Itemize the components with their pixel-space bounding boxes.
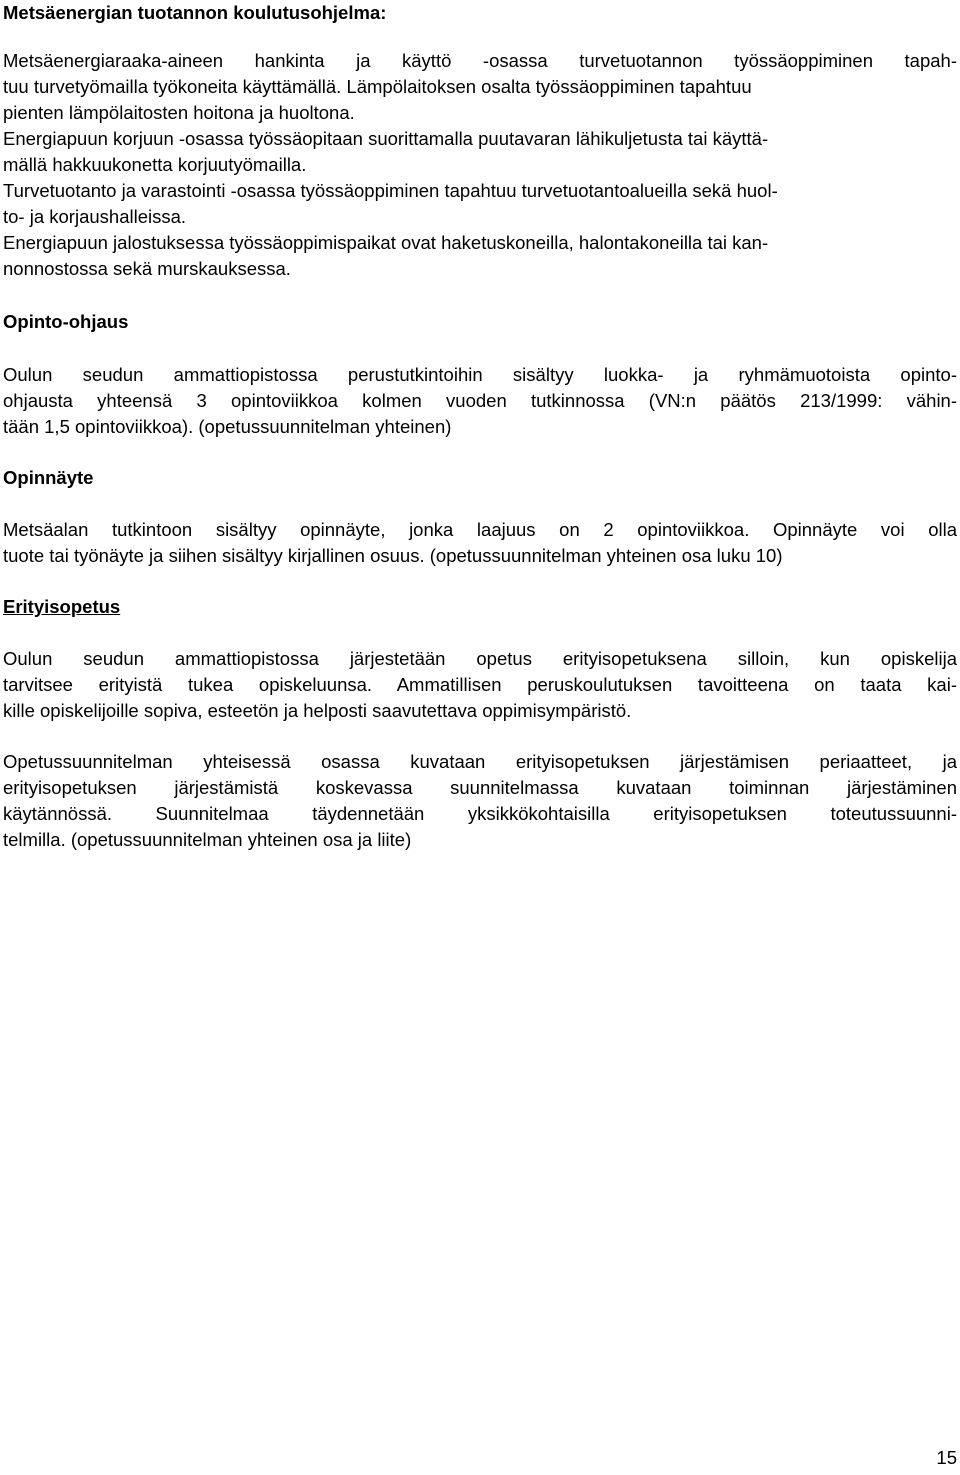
- paragraph-line: Metsäalan tutkintoon sisältyy opinnäyte, jonka laajuus on 2 opintoviikkoa. Opinnäyte voi olla: [3, 519, 957, 540]
- heading-text: Erityisopetus: [3, 596, 121, 617]
- intro-line: tuu turvetyömailla työkoneita käyttämällä. Lämpölaitoksen osalta työssäoppiminen tapahtuu: [3, 76, 752, 97]
- intro-line: nonnostossa sekä murskauksessa.: [3, 258, 291, 279]
- intro-line: Turvetuotanto ja varastointi -osassa työssäoppiminen tapahtuu turvetuotantoalueilla sekä huol-: [3, 180, 778, 201]
- page-number: 15: [936, 1447, 957, 1468]
- paragraph-line: tuote tai työnäyte ja siihen sisältyy kirjallinen osuus. (opetussuunnitelman yhteinen osa luku 10): [3, 545, 783, 566]
- intro-line: Energiapuun jalostuksessa työssäoppimispaikat ovat haketuskoneilla, halontakoneilla tai kan-: [3, 232, 769, 253]
- paragraph-line: erityisopetuksen järjestämistä koskevassa suunnitelmassa kuvataan toiminnan järjestäminen: [3, 777, 957, 798]
- intro-line: Energiapuun korjuun -osassa työssäopitaan suorittamalla puutavaran lähikuljetusta tai käyttä-: [3, 128, 769, 149]
- paragraph-line: käytännössä. Suunnitelmaa täydennetään yksikkökohtaisilla erityisopetuksen toteutussuunni-: [3, 803, 957, 824]
- section-heading-opinto-ohjaus: Opinto-ohjaus: [3, 311, 129, 332]
- erityisopetus-paragraph-1: [3, 646, 957, 724]
- opinnayte-paragraph: [3, 517, 957, 569]
- intro-paragraph: [3, 48, 957, 282]
- paragraph-line: Opetussuunnitelman yhteisessä osassa kuvataan erityisopetuksen järjestämisen periaatteet, ja: [3, 751, 957, 772]
- opinto-ohjaus-paragraph: [3, 362, 957, 440]
- erityisopetus-paragraph-2: [3, 749, 957, 853]
- section-heading-opinnayte: Opinnäyte: [3, 467, 94, 488]
- section-heading-erityisopetus: [3, 594, 120, 620]
- paragraph-line: ohjausta yhteensä 3 opintoviikkoa kolmen vuoden tutkinnossa (VN:n päätös 213/1999: vähin-: [3, 390, 957, 411]
- paragraph-line: tarvitsee erityistä tukea opiskeluunsa. Ammatillisen peruskoulutuksen tavoitteena on taata kai-: [3, 674, 957, 695]
- intro-line: mällä hakkuukonetta korjuutyömailla.: [3, 154, 307, 175]
- paragraph-line: tään 1,5 opintoviikkoa). (opetussuunnitelman yhteinen): [3, 416, 452, 437]
- paragraph-line: kille opiskelijoille sopiva, esteetön ja helposti saavutettava oppimisympäristö.: [3, 700, 632, 721]
- paragraph-line: telmilla. (opetussuunnitelman yhteinen osa ja liite): [3, 829, 412, 850]
- intro-line: to- ja korjaushalleissa.: [3, 206, 187, 227]
- paragraph-line: Oulun seudun ammattiopistossa järjestetään opetus erityisopetuksena silloin, kun opiskelija: [3, 648, 957, 669]
- document-title: Metsäenergian tuotannon koulutusohjelma:: [3, 2, 387, 23]
- intro-line: pienten lämpölaitosten hoitona ja huoltona.: [3, 102, 355, 123]
- paragraph-line: Oulun seudun ammattiopistossa perustutkintoihin sisältyy luokka- ja ryhmämuotoista opinto-: [3, 364, 957, 385]
- intro-line: Metsäenergiaraaka-aineen hankinta ja käyttö -osassa turvetuotannon työssäoppiminen tapah-: [3, 50, 957, 71]
